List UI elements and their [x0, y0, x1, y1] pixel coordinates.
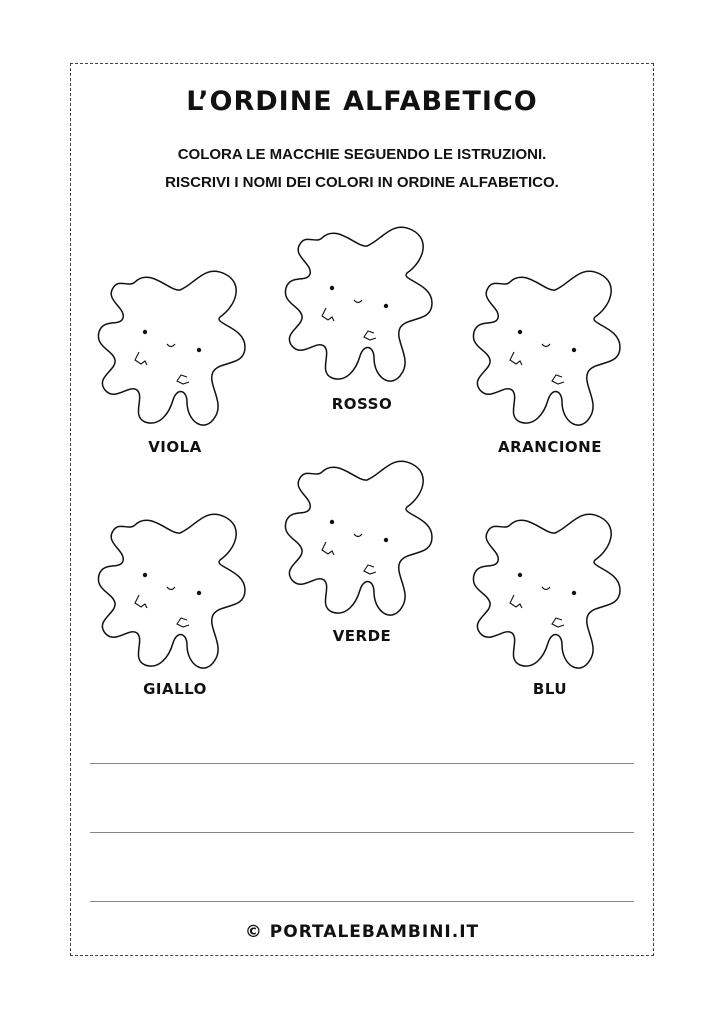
- blob-viola[interactable]: [95, 262, 255, 442]
- instruction-line-1: COLORA LE MACCHIE SEGUENDO LE ISTRUZIONI.: [177, 146, 547, 163]
- blob-label-verde: VERDE: [332, 627, 392, 645]
- blob-rosso[interactable]: [282, 218, 442, 398]
- blob-verde[interactable]: [282, 452, 442, 632]
- blob-label-arancione: ARANCIONE: [498, 438, 602, 456]
- blob-label-viola: VIOLA: [148, 438, 202, 456]
- instruction-line-2: RISCRIVI I NOMI DEI COLORI IN ORDINE ALFABETICO.: [165, 174, 559, 191]
- blob-giallo[interactable]: [95, 505, 255, 685]
- blob-blu[interactable]: [470, 505, 630, 685]
- blob-label-rosso: ROSSO: [331, 395, 393, 413]
- footer-credit: © PORTALEBAMBINI.IT: [244, 922, 480, 942]
- blob-label-blu: BLU: [532, 680, 568, 698]
- answer-line-1[interactable]: [90, 763, 634, 764]
- page-title: L’ORDINE ALFABETICO: [186, 86, 538, 117]
- answer-line-2[interactable]: [90, 832, 634, 833]
- answer-line-3[interactable]: [90, 901, 634, 902]
- blob-label-giallo: GIALLO: [143, 680, 207, 698]
- blob-arancione[interactable]: [470, 262, 630, 442]
